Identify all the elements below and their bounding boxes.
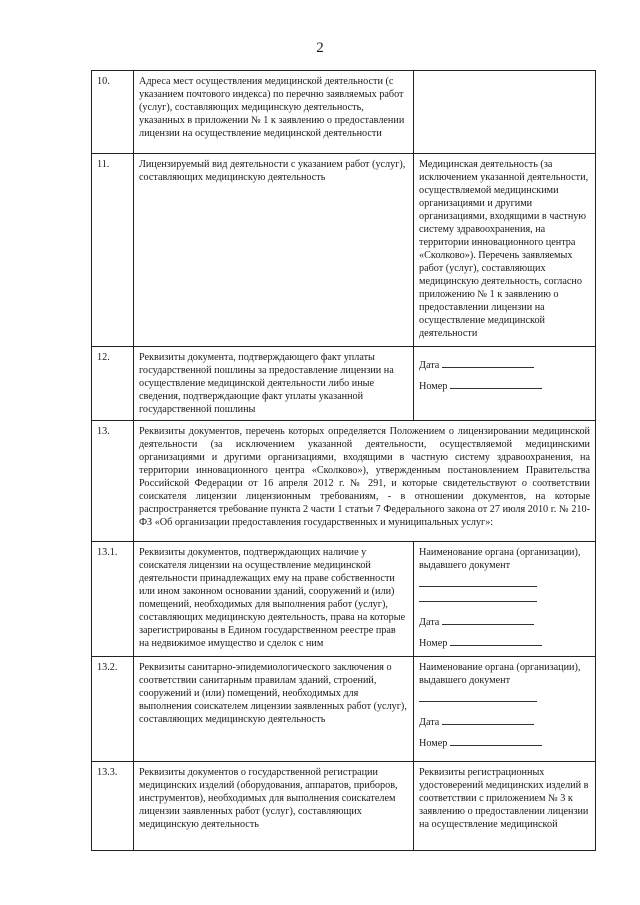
date-label: Дата <box>419 360 440 371</box>
number-blank[interactable] <box>450 635 542 646</box>
row-number: 13. <box>92 421 134 542</box>
number-label: Номер <box>419 738 448 749</box>
number-label: Номер <box>419 638 448 649</box>
document-fields <box>414 657 596 762</box>
row-number: 13.1. <box>92 542 134 657</box>
row-label: Реквизиты документа, подтверждающего факт уплаты государственной пошлины за предоставление лицензии на осуществление медицинской деятельности либо иные сведения, подтверждающие факт уплаты указанной государственной пошлины <box>134 347 414 421</box>
row-number: 10. <box>92 71 134 154</box>
page-number: 2 <box>316 40 324 56</box>
org-blank[interactable] <box>419 687 537 702</box>
table-row <box>92 154 596 347</box>
row-value: Медицинская деятельность (за исключением указанной деятельности, осуществляемой медицинскими организациями и другими организациями, входящими в частную систему здравоохранения, на территории инновационного центра «Сколково»). Перечень заявляемых работ (услуг), составляющих медицинскую деятельность, согласно приложению № 1 к заявлению о предоставлении лицензии на осуществление медицинской деятельности <box>414 154 596 347</box>
number-field[interactable] <box>419 635 590 650</box>
date-field[interactable] <box>419 357 590 372</box>
date-blank[interactable] <box>442 614 534 625</box>
table-row <box>92 71 596 154</box>
row-number: 13.2. <box>92 657 134 762</box>
row-number: 12. <box>92 347 134 421</box>
row-label: Реквизиты санитарно-эпидемиологического заключения о соответствии санитарным правилам зданий, строений, сооружений и (или) помещений, необходимых для выполнения соискателем лицензии заявленных работ (услуг), составляющих медицинскую деятельность <box>134 657 414 762</box>
date-label: Дата <box>419 717 440 728</box>
date-field[interactable] <box>419 714 590 729</box>
org-blank-1[interactable] <box>419 572 537 587</box>
row-number: 11. <box>92 154 134 347</box>
number-field[interactable] <box>419 378 590 393</box>
date-field[interactable] <box>419 614 590 629</box>
row-label: Адреса мест осуществления медицинской деятельности (с указанием почтового индекса) по перечню заявляемых работ (услуг), составляющих медицинскую деятельность, указанных в приложении № 1 к заявлению о предоставлении лицензии на осуществление медицинской деятельности <box>134 71 414 154</box>
table-row <box>92 421 596 542</box>
org-label: Наименование органа (организации), выдавшего документ <box>419 547 581 571</box>
number-blank[interactable] <box>450 378 542 389</box>
row-label: Лицензируемый вид деятельности с указанием работ (услуг), составляющих медицинскую деятельность <box>134 154 414 347</box>
date-blank[interactable] <box>442 357 534 368</box>
number-label: Номер <box>419 381 448 392</box>
table-row <box>92 542 596 657</box>
payment-fields <box>414 347 596 421</box>
number-field[interactable] <box>419 735 590 750</box>
table-row <box>92 657 596 762</box>
row-number: 13.3. <box>92 762 134 851</box>
table-row <box>92 762 596 851</box>
table-row <box>92 347 596 421</box>
document-fields <box>414 542 596 657</box>
date-blank[interactable] <box>442 714 534 725</box>
application-table <box>91 70 596 851</box>
row-value: Реквизиты регистрационных удостоверений медицинских изделий в соответствии с приложением № 3 к заявлению о предоставлении лицензии на осуществление медицинской <box>414 762 596 851</box>
row-label: Реквизиты документов о государственной регистрации медицинских изделий (оборудования, аппаратов, приборов, инструментов), необходимых для выполнения соискателем лицензии заявленных работ (услуг), составляющих медицинскую деятельность <box>134 762 414 851</box>
row-value[interactable] <box>414 71 596 154</box>
org-label: Наименование органа (организации), выдавшего документ <box>419 662 581 686</box>
row-full-text: Реквизиты документов, перечень которых определяется Положением о лицензировании медицинской деятельности (за исключением указанной деятельности, осуществляемой медицинскими организациями и другими организациями, входящими в частную систему здравоохранения, на территории инновационного центра «Сколково»), утвержденным постановлением Правительства Российской Федерации от 16 апреля 2012 г. № 291, и которые свидетельствуют о соответствии соискателя лицензии лицензионным требованиям, - в отношении документов, на которые распространяется требование пункта 2 части 1 статьи 7 Федерального закона от 27 июля 2010 г. № 210-ФЗ «Об организации предоставления государственных и муниципальных услуг»: <box>134 421 596 542</box>
number-blank[interactable] <box>450 735 542 746</box>
date-label: Дата <box>419 617 440 628</box>
org-blank-2[interactable] <box>419 587 537 602</box>
row-label: Реквизиты документов, подтверждающих наличие у соискателя лицензии на осуществление медицинской деятельности принадлежащих ему на праве собственности или ином законном основании зданий, сооружений и (или) помещений, необходимых для выполнения работ (услуг), составляющих медицинскую деятельность, права на которые зарегистрированы в Едином государственном реестре прав на недвижимое имущество и сделок с ним <box>134 542 414 657</box>
